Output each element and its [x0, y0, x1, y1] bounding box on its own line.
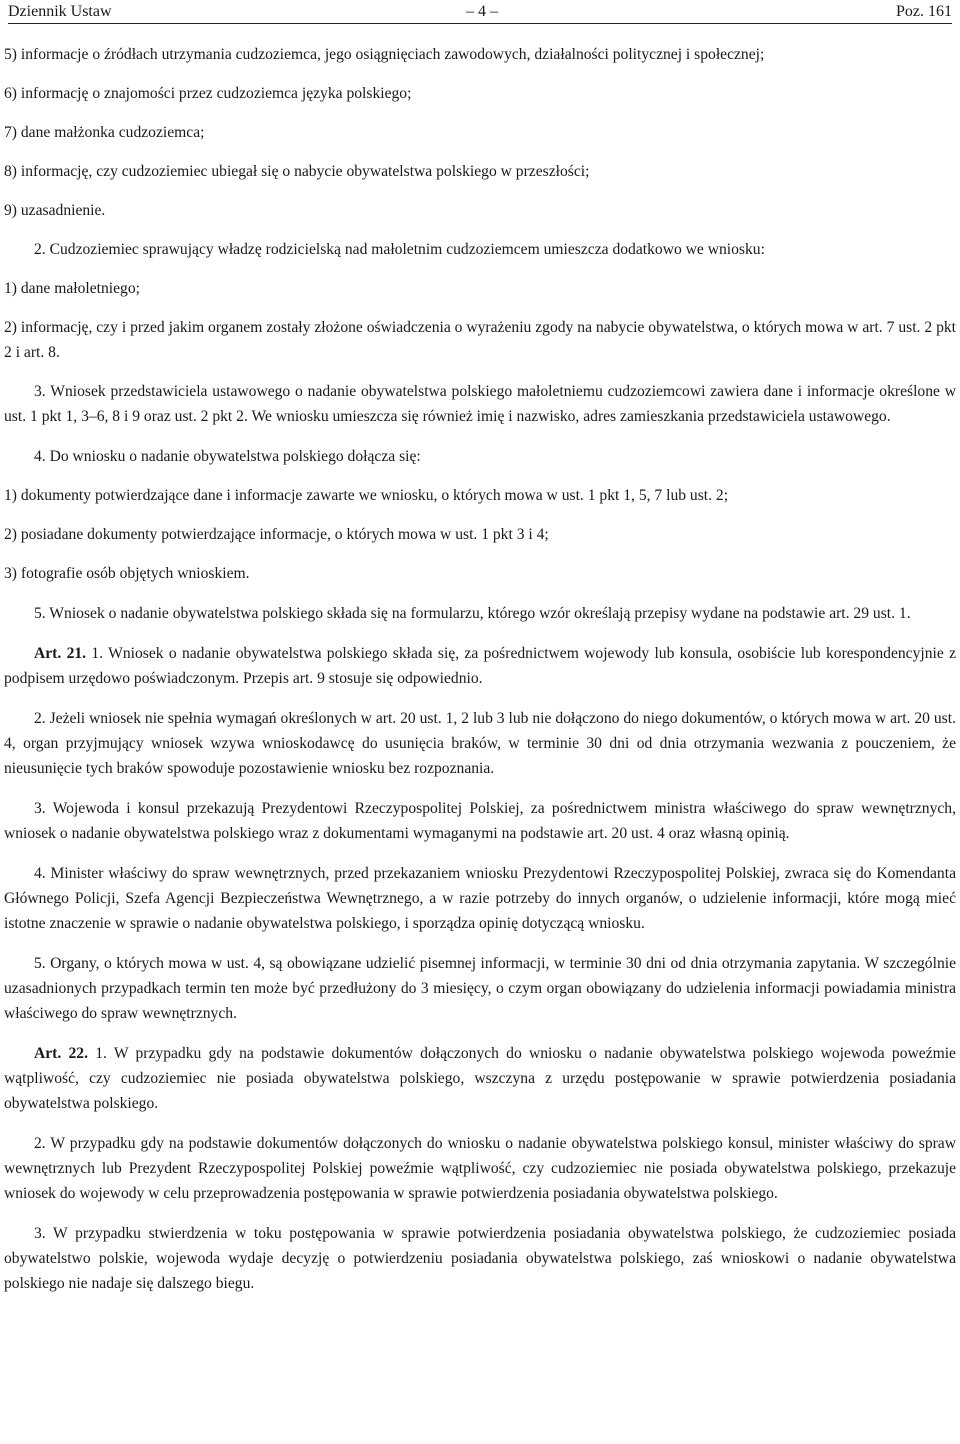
paragraph: 2. W przypadku gdy na podstawie dokumentów dołączonych do wniosku o nadanie obywatelstwa polskiego konsul, minister właściwy do spraw wewnętrznych lub Prezydent Rzeczypospolitej Polskiej poweźmie wątpliwość, czy cudzoziemiec nie posiada obywatelstwa polskiego, przekazuje wniosek do wojewody w celu przeprowadzenia postępowania w sprawie potwierdzenia posiadania obywatelstwa polskiego.	[4, 1135, 956, 1202]
position-number: Poz. 161	[896, 3, 952, 20]
list-item: 1) dane małoletniego;	[4, 280, 140, 297]
list-item: 5) informacje o źródłach utrzymania cudzoziemca, jego osiągnięciach zawodowych, działalności politycznej i społecznej;	[4, 46, 765, 63]
list-item: 9) uzasadnienie.	[4, 202, 106, 219]
paragraph: 3. Wojewoda i konsul przekazują Prezydentowi Rzeczypospolitej Polskiej, za pośrednictwem ministra właściwego do spraw wewnętrznych, wniosek o nadanie obywatelstwa polskiego wraz z dokumentami wymaganymi na podstawie art. 20 ust. 4 oraz własną opinią.	[4, 800, 956, 842]
article-21-paragraph-1	[4, 641, 956, 691]
list-item: 3) fotografie osób objętych wnioskiem.	[4, 565, 250, 582]
header-rule	[8, 23, 952, 24]
page-header	[4, 0, 956, 24]
paragraph: 2. Jeżeli wniosek nie spełnia wymagań określonych w art. 20 ust. 1, 2 lub 3 lub nie dołączono do niego dokumentów, o których mowa w art. 20 ust. 4, organ przyjmujący wniosek wzywa wnioskodawcę do usunięcia braków, w terminie 30 dni od dnia otrzymania wezwania z pouczeniem, że nieusunięcie tych braków spowoduje pozostawienie wniosku bez rozpoznania.	[4, 710, 956, 777]
paragraph: 2. Cudzoziemiec sprawujący władzę rodzicielską nad małoletnim cudzoziemcem umieszcza dodatkowo we wniosku:	[34, 241, 765, 258]
list-item: 2) informację, czy i przed jakim organem zostały złożone oświadczenia o wyrażeniu zgody na nabycie obywatelstwa, o których mowa w art. 7 ust. 2 pkt 2 i art. 8.	[4, 319, 956, 361]
paragraph: 3. Wniosek przedstawiciela ustawowego o nadanie obywatelstwa polskiego małoletniemu cudzoziemcowi zawiera dane i informacje określone w ust. 1 pkt 1, 3–6, 8 i 9 oraz ust. 2 pkt 2. We wniosku umieszcza się również imię i nazwisko, adres zamieszkania przedstawiciela ustawowego.	[4, 383, 956, 425]
list-item: 7) dane małżonka cudzoziemca;	[4, 124, 205, 141]
list-item: 6) informację o znajomości przez cudzoziemca języka polskiego;	[4, 85, 412, 102]
article-text: 1. Wniosek o nadanie obywatelstwa polskiego składa się, za pośrednictwem wojewody lub konsula, osobiście lub korespondencyjnie z podpisem urzędowo poświadczonym. Przepis art. 9 stosuje się odpowiednio.	[4, 645, 956, 687]
page-number: – 4 –	[466, 3, 498, 20]
paragraph: 5. Organy, o których mowa w ust. 4, są obowiązane udzielić pisemnej informacji, w terminie 30 dni od dnia otrzymania zapytania. W szczególnie uzasadnionych przypadkach termin ten może być przedłużony do 3 miesięcy, o czym organ obowiązany do udzielenia informacji powiadamia ministra właściwego do spraw wewnętrznych.	[4, 955, 956, 1022]
article-label: Art. 21.	[34, 645, 87, 662]
article-22-paragraph-1	[4, 1041, 956, 1116]
paragraph: 3. W przypadku stwierdzenia w toku postępowania w sprawie potwierdzenia posiadania obywatelstwa polskiego, że cudzoziemiec posiada obywatelstwo polskie, wojewoda wydaje decyzję o potwierdzeniu posiadania obywatelstwa polskiego, zaś wnioskowi o nadanie obywatelstwa polskiego nie nadaje się dalszego biegu.	[4, 1225, 956, 1292]
paragraph: 4. Do wniosku o nadanie obywatelstwa polskiego dołącza się:	[34, 448, 421, 465]
paragraph: 5. Wniosek o nadanie obywatelstwa polskiego składa się na formularzu, którego wzór określają przepisy wydane na podstawie art. 29 ust. 1.	[34, 605, 911, 622]
list-item: 2) posiadane dokumenty potwierdzające informacje, o których mowa w ust. 1 pkt 3 i 4;	[4, 526, 549, 543]
paragraph: 4. Minister właściwy do spraw wewnętrznych, przed przekazaniem wniosku Prezydentowi Rzeczypospolitej Polskiej, zwraca się do Komendanta Głównego Policji, Szefa Agencji Bezpieczeństwa Wewnętrznego, a w razie potrzeby do innych organów, o udzielenie informacji, które mogą mieć istotne znaczenie w sprawie o nadanie obywatelstwa polskiego, i sporządza opinię dotyczącą wniosku.	[4, 865, 956, 932]
journal-title: Dziennik Ustaw	[8, 3, 112, 20]
list-item: 8) informację, czy cudzoziemiec ubiegał się o nabycie obywatelstwa polskiego w przeszłości;	[4, 163, 590, 180]
article-text: 1. W przypadku gdy na podstawie dokumentów dołączonych do wniosku o nadanie obywatelstwa polskiego wojewoda poweźmie wątpliwość, czy cudzoziemiec nie posiada obywatelstwa polskiego, wszczyna z urzędu postępowanie w sprawie potwierdzenia posiadania obywatelstwa polskiego.	[4, 1045, 956, 1112]
list-item: 1) dokumenty potwierdzające dane i informacje zawarte we wniosku, o których mowa w ust. 1 pkt 1, 5, 7 lub ust. 2;	[4, 487, 729, 504]
document-body	[4, 42, 956, 1296]
article-label: Art. 22.	[34, 1045, 88, 1062]
